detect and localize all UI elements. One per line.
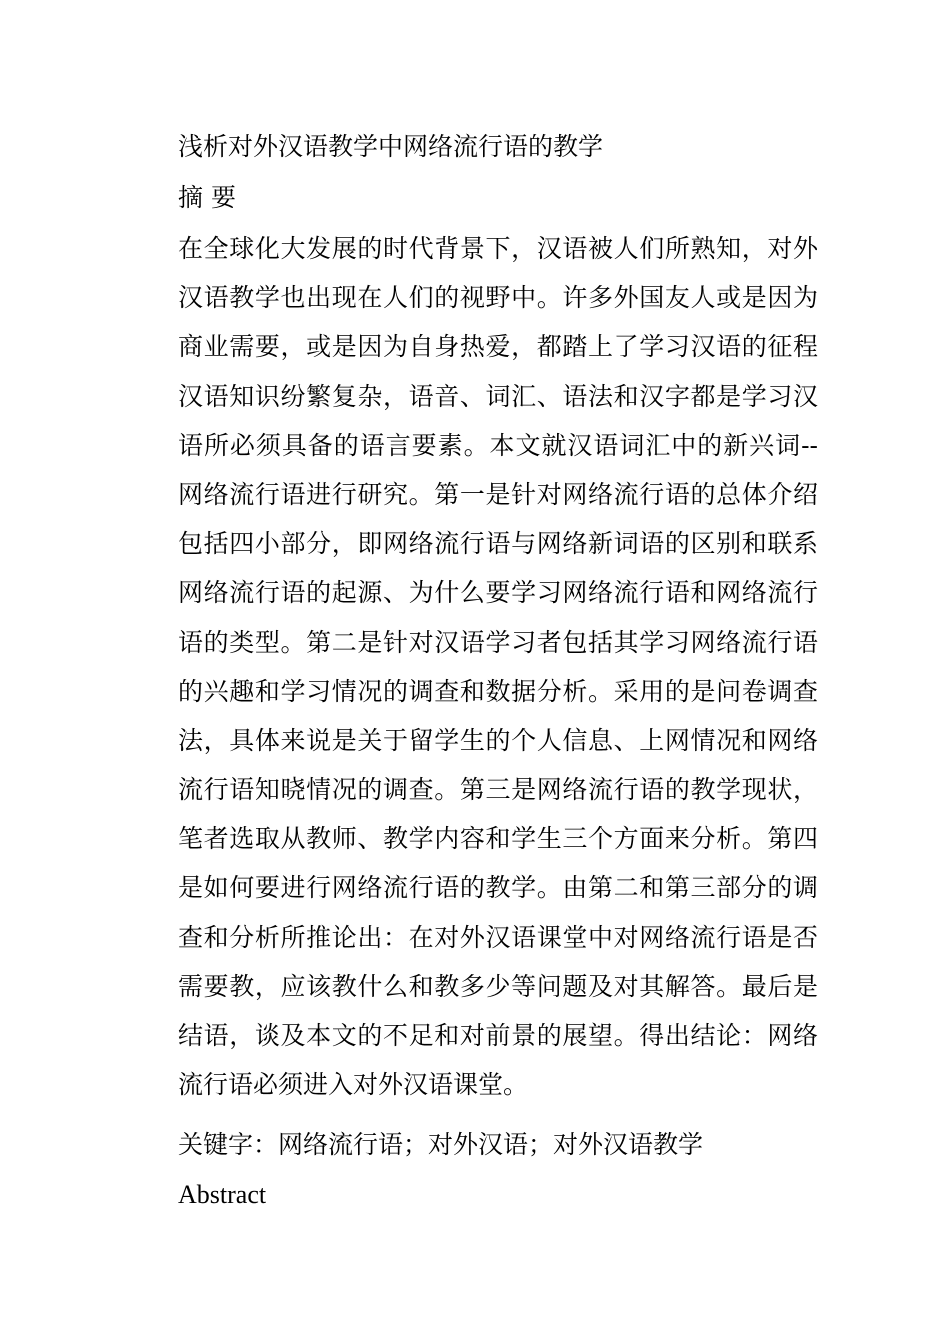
abstract-line: 法，具体来说是关于留学生的个人信息、上网情况和网络 bbox=[178, 725, 818, 755]
abstract-line: 语所必须具备的语言要素。本文就汉语词汇中的新兴词-- bbox=[178, 430, 818, 460]
abstract-line: 需要教，应该教什么和教多少等问题及对其解答。最后是 bbox=[178, 971, 818, 1001]
abstract-line: 汉语教学也出现在人们的视野中。许多外国友人或是因为 bbox=[178, 283, 818, 313]
abstract-line: 语的类型。第二是针对汉语学习者包括其学习网络流行语 bbox=[178, 627, 818, 657]
abstract-line: 包括四小部分，即网络流行语与网络新词语的区别和联系 bbox=[178, 529, 818, 559]
abstract-line: 商业需要，或是因为自身热爱，都踏上了学习汉语的征程 bbox=[178, 332, 818, 362]
abstract-line: 在全球化大发展的时代背景下，汉语被人们所熟知，对外 bbox=[178, 234, 818, 263]
abstract-line: 查和分析所推论出：在对外汉语课堂中对网络流行语是否 bbox=[178, 922, 818, 952]
abstract-line: 网络流行语进行研究。第一是针对网络流行语的总体介绍 bbox=[178, 479, 818, 509]
keywords-line: 关键字：网络流行语；对外汉语；对外汉语教学 bbox=[178, 1130, 704, 1159]
abstract-line: 汉语知识纷繁复杂，语音、词汇、语法和汉字都是学习汉 bbox=[178, 381, 818, 411]
document-title: 浅析对外汉语教学中网络流行语的教学 bbox=[178, 132, 604, 161]
abstract-heading: 摘 要 bbox=[178, 183, 236, 212]
abstract-line: 结语，谈及本文的不足和对前景的展望。得出结论：网络 bbox=[178, 1021, 818, 1050]
abstract-line: 笔者选取从教师、教学内容和学生三个方面来分析。第四 bbox=[178, 824, 818, 854]
abstract-line: 网络流行语的起源、为什么要学习网络流行语和网络流行 bbox=[178, 578, 818, 608]
abstract-body bbox=[178, 234, 818, 1119]
abstract-line: 流行语必须进入对外汉语课堂。 bbox=[178, 1070, 529, 1100]
abstract-line: 的兴趣和学习情况的调查和数据分析。采用的是问卷调查 bbox=[178, 676, 818, 706]
abstract-en-heading: Abstract bbox=[178, 1180, 267, 1209]
abstract-line: 流行语知晓情况的调查。第三是网络流行语的教学现状， bbox=[178, 775, 818, 805]
abstract-line: 是如何要进行网络流行语的教学。由第二和第三部分的调 bbox=[178, 873, 818, 903]
